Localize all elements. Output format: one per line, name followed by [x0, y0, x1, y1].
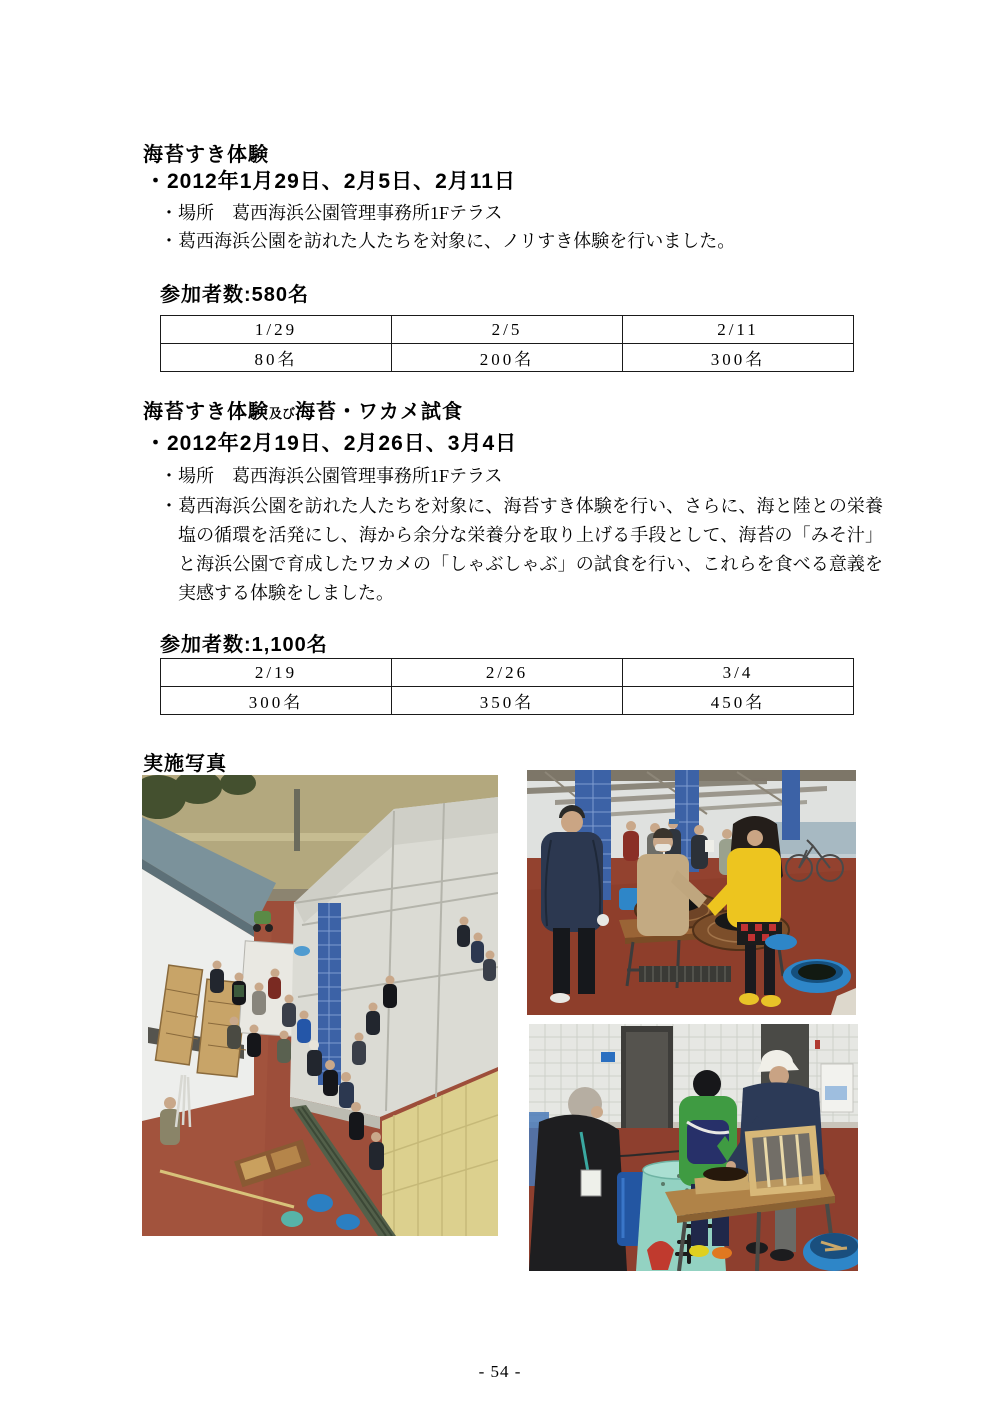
table-header-cell: 2/11 [623, 316, 854, 344]
photo-pavilion-nori-tables-illustration [527, 770, 856, 1015]
photo-nori-pressing-demo [529, 1024, 858, 1271]
section2-date-line: ・2012年2月19日、2月26日、3月4日 [145, 432, 518, 455]
table-row [161, 687, 854, 715]
photo-pavilion-nori-tables [527, 770, 856, 1015]
table-header-cell: 1/29 [161, 316, 392, 344]
table-header-cell: 2/19 [161, 659, 392, 687]
section2-location-line: ・場所 葛西海浜公園管理事務所1Fテラス [160, 466, 503, 486]
table-header-cell: 3/4 [623, 659, 854, 687]
table-row [161, 659, 854, 687]
table-row [161, 344, 854, 372]
table-value-cell: 200名 [392, 344, 623, 372]
section2-title [143, 400, 463, 426]
section2-participants-label: 参加者数:1,100名 [160, 634, 328, 656]
table-header-cell: 2/5 [392, 316, 623, 344]
section2-title-conjunction: 及び [269, 406, 296, 421]
photo-plaza-aerial-illustration [142, 775, 498, 1236]
photo-plaza-aerial [142, 775, 498, 1236]
page-number: - 54 - [478, 1362, 522, 1381]
photos-section-title: 実施写真 [143, 753, 227, 775]
section1-date-line: ・2012年1月29日、2月5日、2月11日 [145, 170, 516, 193]
table-value-cell: 450名 [623, 687, 854, 715]
section2-title-second: 海苔・ワカメ試食 [295, 401, 464, 423]
table-value-cell: 80名 [161, 344, 392, 372]
photo-nori-pressing-demo-illustration [529, 1024, 858, 1271]
table-value-cell: 350名 [392, 687, 623, 715]
table-value-cell: 300名 [161, 687, 392, 715]
table-row [161, 316, 854, 344]
section1-participants-label: 参加者数:580名 [160, 284, 310, 306]
section1-title: 海苔すき体験 [143, 144, 269, 166]
section1-location-line: ・場所 葛西海浜公園管理事務所1Fテラス [160, 203, 503, 223]
section2-title-main: 海苔すき体験 [143, 401, 269, 423]
table-value-cell: 300名 [623, 344, 854, 372]
section2-attendance-table [160, 658, 854, 715]
section1-description-line: ・葛西海浜公園を訪れた人たちを対象に、ノリすき体験を行いました。 [160, 231, 736, 251]
table-header-cell: 2/26 [392, 659, 623, 687]
section1-attendance-table [160, 315, 854, 372]
section2-description-paragraph: ・葛西海浜公園を訪れた人たちを対象に、海苔すき体験を行い、さらに、海と陸との栄養塩の循環を活発にし、海から余分な栄養分を取り上げる手段として、海苔の「みそ汁」と海浜公園で育成したワカメの「しゃぶしゃぶ」の試食を行い、これらを食べる意義を実感する体験をしました。 [160, 496, 883, 603]
